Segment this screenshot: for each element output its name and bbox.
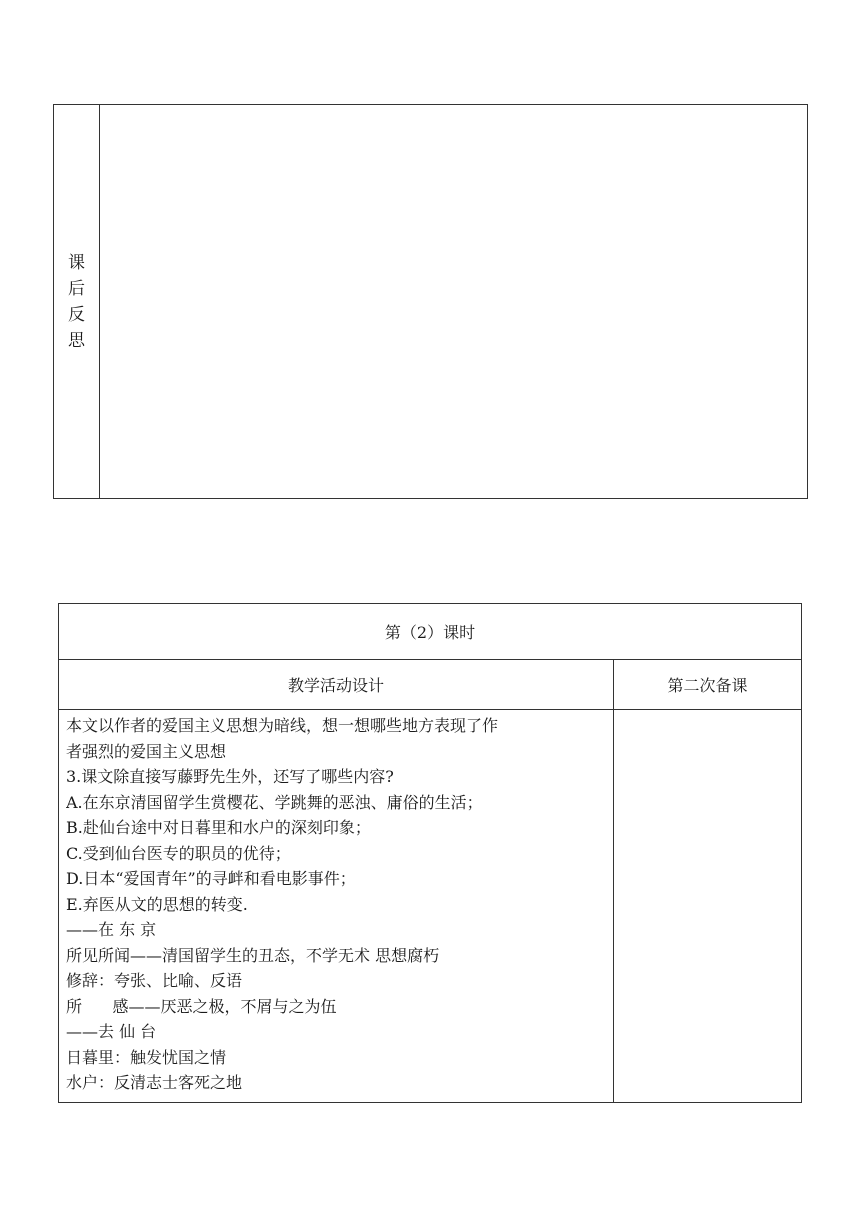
lesson-table <box>58 603 802 1103</box>
content-line: 3.课文除直接写藤野先生外，还写了哪些内容? <box>66 767 394 786</box>
reflection-label-cell <box>53 104 100 499</box>
activity-design-content <box>59 710 614 1102</box>
second-prep-content <box>614 710 801 1102</box>
content-line: ——在 东 京 <box>66 920 157 939</box>
reflection-content-cell <box>99 104 808 499</box>
content-line: 水户：反清志士客死之地 <box>66 1073 243 1092</box>
reflection-label <box>54 250 99 354</box>
content-line: 修辞：夸张、比喻、反语 <box>66 971 243 990</box>
content-line: C.受到仙台医专的职员的优待； <box>66 843 291 863</box>
label-char: 后 <box>68 279 85 299</box>
content-line: ——去 仙 台 <box>66 1022 157 1041</box>
content-line: 本文以作者的爱国主义思想为暗线，想一想哪些地方表现了作 <box>66 716 499 735</box>
lesson-title: 第（2）课时 <box>59 604 801 660</box>
content-line: A.在东京清国留学生赏樱花、学跳舞的恶浊、庸俗的生活； <box>66 792 483 812</box>
label-char: 反 <box>68 305 85 325</box>
content-line: B.赴仙台途中对日暮里和水户的深刻印象； <box>66 818 371 837</box>
content-line: 所 感——厌恶之极，不屑与之为伍 <box>66 996 337 1016</box>
second-prep-header: 第二次备课 <box>614 660 801 710</box>
content-line: 日暮里：触发忧国之情 <box>66 1047 227 1067</box>
label-char: 课 <box>68 253 85 273</box>
content-line: 所见所闻——清国留学生的丑态，不学无术 思想腐朽 <box>66 945 440 965</box>
content-line: E.弃医从文的思想的转变. <box>66 894 248 914</box>
content-line: 者强烈的爱国主义思想 <box>66 741 227 761</box>
content-line: D.日本“爱国青年”的寻衅和看电影事件； <box>66 869 356 888</box>
label-char: 思 <box>68 331 85 351</box>
activity-design-header: 教学活动设计 <box>59 660 614 710</box>
